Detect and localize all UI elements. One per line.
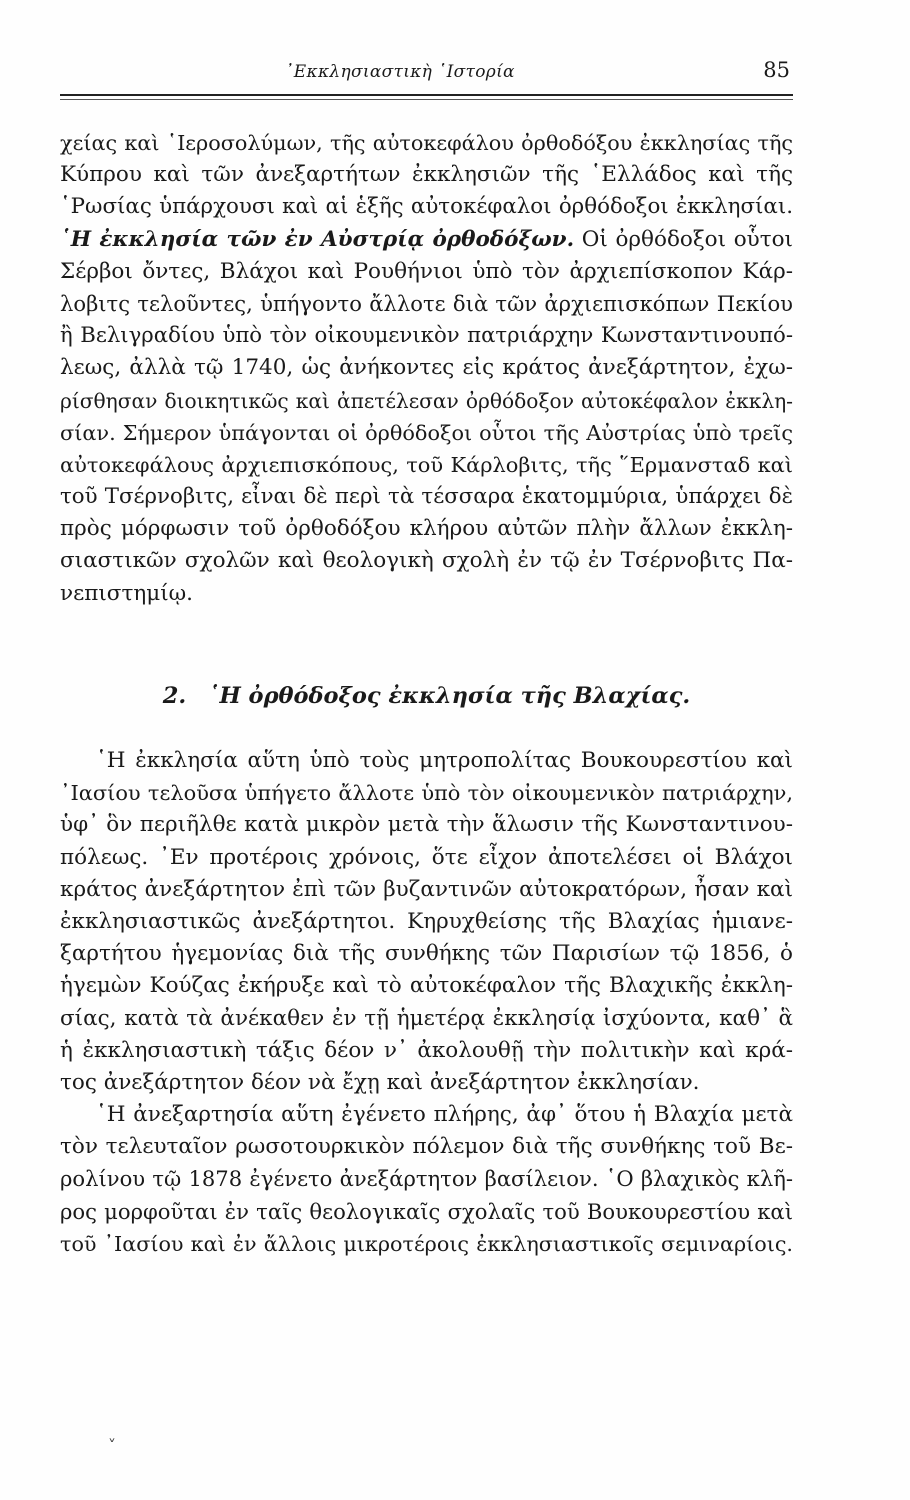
section-heading [60, 683, 793, 709]
text-line: ξαρτήτου ἡγεμονίας διὰ τῆς συνθήκης τῶν Παρισίων τῷ 1856, ὁ [60, 941, 793, 967]
text-line: πόλεως. ᾿Εν προτέροις χρόνοις, ὅτε εἶχον ἀποτελέσει οἱ Βλάχοι [60, 844, 793, 870]
text-line: τοῦ ᾿Ιασίου καὶ ἐν ἄλλοις μικροτέροις ἐκκλησιαστικοῖς σεμιναρίοις. [60, 1231, 793, 1256]
inline-heading-rest: Οἱ ὀρθόδοξοι οὗτοι [574, 226, 793, 252]
header-rule [60, 94, 793, 96]
text-line: ῾Η ἐκκλησία αὕτη ὑπὸ τοὺς μητροπολίτας Βουκουρεστίου καὶ [96, 748, 793, 773]
text-line: τὸν τελευταῖον ρωσοτουρκικὸν πόλεμον διὰ τῆς συνθήκης τοῦ Βε- [60, 1134, 793, 1160]
text-line: ρολίνου τῷ 1878 ἐγένετο ἀνεξάρτητον βασίλειον. ῾Ο βλαχικὸς κλῆ- [60, 1166, 793, 1192]
printer-mark: ˅ [108, 1436, 116, 1455]
text-line: ῾Η ἀνεξαρτησία αὕτη ἐγένετο πλήρης, ἀφ᾿ ὅτου ἡ Βλαχία μετὰ [96, 1102, 793, 1128]
text-line: ἡγεμὼν Κούζας ἐκήρυξε καὶ τὸ αὐτοκέφαλον τῆς Βλαχικῆς ἐκκλη- [60, 973, 793, 999]
running-head [60, 58, 790, 88]
text-line: ρος μορφοῦται ἐν ταῖς θεολογικαῖς σχολαῖς τοῦ Βουκουρεστίου καὶ [60, 1198, 793, 1224]
text-line: σίας, κατὰ τὰ ἀνέκαθεν ἐν τῇ ἡμετέρᾳ ἐκκλησίᾳ ἰσχύοντα, καθ᾿ ἃ [60, 1005, 793, 1031]
text-line: ἐκκλησιαστικῶς ἀνεξάρτητοι. Κηρυχθείσης τῆς Βλαχίας ἡμιανε- [60, 908, 793, 934]
text-line: Κύπρου καὶ τῶν ἀνεξαρτήτων ἐκκλησιῶν τῆς ῾Ελλάδος καὶ τῆς [60, 162, 793, 188]
text-line: ἡ ἐκκλησιαστικὴ τάξις δέον ν᾿ ἀκολουθῇ τὴν πολιτικὴν καὶ κρά- [60, 1037, 793, 1063]
text-line-with-heading [60, 224, 793, 256]
text-line: κράτος ἀνεξάρτητον ἐπὶ τῶν βυζαντινῶν αὐτοκρατόρων, ἦσαν καὶ [60, 876, 793, 902]
text-line: τος ἀνεξάρτητον δέον νὰ ἔχῃ καὶ ἀνεξάρτητον ἐκκλησίαν. [60, 1069, 700, 1095]
text-line: λεως, ἀλλὰ τῷ 1740, ὡς ἀνήκοντες εἰς κράτος ἀνεξάρτητον, ἐχω- [60, 355, 793, 381]
text-line: ᾿Ιασίου τελοῦσα ὑπήγετο ἄλλοτε ὑπὸ τὸν οἰκουμενικὸν πατριάρχην, [60, 781, 793, 806]
section-number: 2. [162, 683, 187, 709]
text-line: νεπιστημίῳ. [60, 580, 193, 606]
text-line: Σέρβοι ὄντες, Βλάχοι καὶ Ρουθήνιοι ὑπὸ τὸν ἀρχιεπίσκοπον Κάρ- [60, 258, 793, 284]
inline-heading-austria: ῾Η ἐκκλησία τῶν ἐν Αὐστρίᾳ ὀρθοδόξων. [60, 226, 575, 252]
text-line: ὑφ᾿ ὃν περιῆλθε κατὰ μικρὸν μετὰ τὴν ἅλωσιν τῆς Κωνσταντινου- [60, 812, 793, 838]
paragraph-austria [60, 127, 793, 610]
page-number: 85 [763, 58, 790, 82]
text-line: πρὸς μόρφωσιν τοῦ ὀρθοδόξου κλήρου αὐτῶν πλὴν ἄλλων ἐκκλη- [60, 516, 793, 542]
text-line: αὐτοκεφάλους ἀρχιεπισκόπους, τοῦ Κάρλοβιτς, τῆς ῞Ερμανσταδ καὶ [60, 452, 793, 477]
text-line: λοβιτς τελοῦντες, ὑπήγοντο ἄλλοτε διὰ τῶν ἀρχιεπισκόπων Πεκίου [60, 290, 793, 316]
section-title: ῾Η ὀρθόδοξος ἐκκλησία τῆς Βλαχίας. [208, 683, 691, 709]
text-line: ρίσθησαν διοικητικῶς καὶ ἀπετέλεσαν ὀρθόδοξον αὐτοκέφαλον ἐκκλη- [60, 388, 793, 413]
header-rule-thin [60, 99, 793, 100]
text-line: ῾Ρωσίας ὑπάρχουσι καὶ αἱ ἑξῆς αὐτοκέφαλοι ὀρθόδοξοι ἐκκλησίαι. [60, 194, 793, 220]
text-line: σίαν. Σήμερον ὑπάγονται οἱ ὀρθόδοξοι οὗτοι τῆς Αὐστρίας ὑπὸ τρεῖς [60, 420, 793, 445]
text-line: ἢ Βελιγραδίου ὑπὸ τὸν οἰκουμενικὸν πατριάρχην Κωνσταντινουπό- [60, 323, 793, 349]
text-line: χείας καὶ ῾Ιεροσολύμων, τῆς αὐτοκεφάλου ὀρθοδόξου ἐκκλησίας τῆς [60, 131, 793, 155]
text-line: σιαστικῶν σχολῶν καὶ θεολογικὴ σχολὴ ἐν τῷ ἐν Τσέρνοβιτς Πα- [60, 548, 793, 574]
running-head-title: ᾿Εκκλησιαστικὴ ῾Ιστορία [285, 62, 515, 82]
text-line: τοῦ Τσέρνοβιτς, εἶναι δὲ περὶ τὰ τέσσαρα ἑκατομμύρια, ὑπάρχει δὲ [60, 484, 793, 510]
paragraph-wallachia [60, 745, 793, 1260]
